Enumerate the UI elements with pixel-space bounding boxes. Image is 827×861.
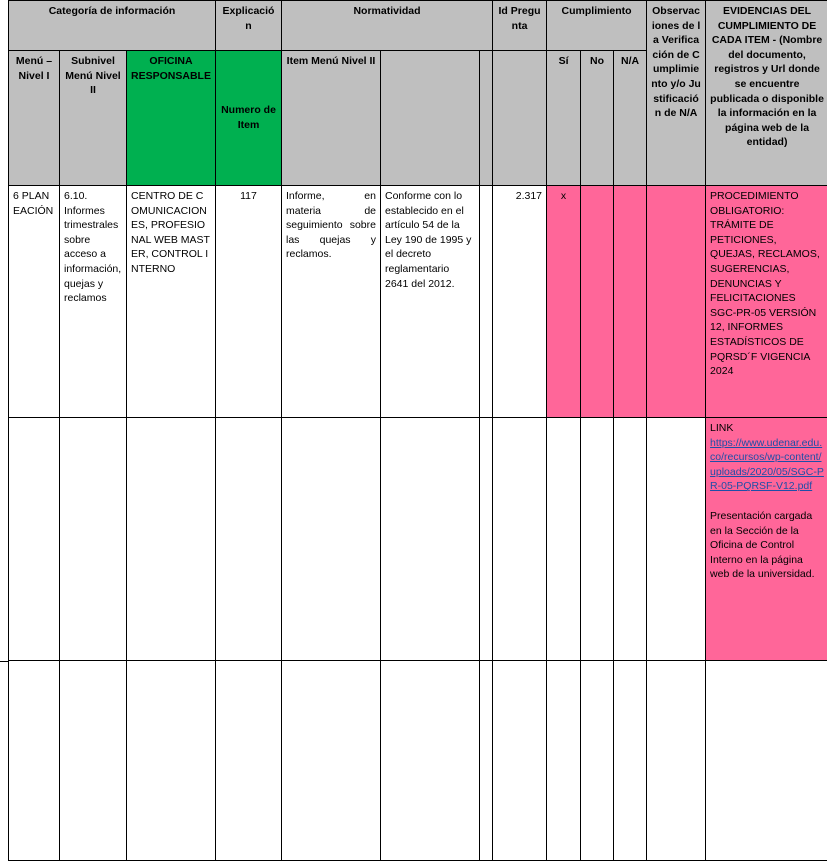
cell-empty (381, 661, 480, 861)
header-cumplimiento: Cumplimiento (547, 1, 647, 51)
header-numero-item: Numero de Item (216, 51, 282, 186)
cell-empty (647, 661, 706, 861)
cell-empty (614, 661, 647, 861)
cell-narrow (480, 186, 493, 418)
cell-numero-item: 117 (216, 186, 282, 418)
cell-empty (9, 661, 60, 861)
cell-empty (216, 418, 282, 661)
cell-observaciones (647, 186, 706, 418)
cell-empty (282, 661, 381, 861)
cell-oficina: CENTRO DE COMUNICACIONES, PROFESIONAL WEB MASTER, CONTROL INTERNO (127, 186, 216, 418)
cell-empty (706, 661, 827, 861)
header-id-blank (493, 51, 547, 186)
cell-empty (60, 661, 127, 861)
cell-empty (493, 418, 547, 661)
cell-empty (581, 661, 614, 861)
cell-item-menu: Informe, en materia de seguimiento sobre las quejas y reclamos. (282, 186, 381, 418)
presentacion-text: Presentación cargada en la Sección de la Oficina de Control Interno en la página web de la universidad. (710, 509, 815, 581)
cell-empty (480, 661, 493, 861)
evidence-link[interactable]: https://www.udenar.edu.co/recursos/wp-content/uploads/2020/05/SGC-PR-05-PQRSF-V12.pdf (710, 436, 824, 493)
cell-no (581, 186, 614, 418)
cell-subnivel: 6.10. Informes trimestrales sobre acceso a información, quejas y reclamos (60, 186, 127, 418)
header-explicacion: Explicación (216, 1, 282, 51)
cell-empty (547, 661, 581, 861)
cell-empty (614, 418, 647, 661)
transparency-matrix-table (8, 0, 827, 861)
left-margin-line (0, 661, 8, 662)
cell-empty (547, 418, 581, 661)
cell-normatividad: Conforme con lo establecido en el artículo 54 de la Ley 190 de 1995 y el decreto reglamentario 2641 del 2012. (381, 186, 480, 418)
cell-empty (60, 418, 127, 661)
cell-empty (9, 418, 60, 661)
cell-menu: 6 PLANEACIÓN (9, 186, 60, 418)
cell-empty (581, 418, 614, 661)
header-na: N/A (614, 51, 647, 186)
header-no: No (581, 51, 614, 186)
header-narrow-blank (480, 51, 493, 186)
header-si: Sí (547, 51, 581, 186)
header-normatividad: Normatividad (282, 1, 493, 51)
cell-evidencia: PROCEDIMIENTO OBLIGATORIO: TRÁMITE DE PETICIONES, QUEJAS, RECLAMOS, SUGERENCIAS, DENUNCIAS Y FELICITACIONES SGC-PR-05 VERSIÓN 12, INFORMES ESTADÍSTICOS DE PQRSD´F VIGENCIA 2024 (706, 186, 827, 418)
cell-empty (381, 418, 480, 661)
cell-empty (216, 661, 282, 861)
cell-empty (647, 418, 706, 661)
cell-si: x (547, 186, 581, 418)
cell-empty (480, 418, 493, 661)
cell-empty (127, 418, 216, 661)
cell-empty (127, 661, 216, 861)
cell-id-pregunta: 2.317 (493, 186, 547, 418)
cell-na (614, 186, 647, 418)
header-item-menu: Item Menú Nivel II (282, 51, 381, 186)
cell-empty (493, 661, 547, 861)
header-evidencias: EVIDENCIAS DEL CUMPLIMIENTO DE CADA ITEM - (Nombre del documento, registros y Url donde se encuentre publicada o disponible la información en la página web de la entidad) (706, 1, 827, 186)
cell-empty (282, 418, 381, 661)
header-observaciones: Observaciones de la Verificación de Cumplimiento y/o Justificación de N/A (647, 1, 706, 186)
header-normatividad-blank (381, 51, 480, 186)
header-oficina-responsable: OFICINA RESPONSABLE (127, 51, 216, 186)
header-id-pregunta: Id Pregunta (493, 1, 547, 51)
header-categoria: Categoría de información (9, 1, 216, 51)
header-subnivel: Subnivel Menú Nivel II (60, 51, 127, 186)
link-label: LINK (710, 422, 734, 434)
cell-evidencia-link (706, 418, 827, 661)
header-menu-nivel-1: Menú – Nivel I (9, 51, 60, 186)
